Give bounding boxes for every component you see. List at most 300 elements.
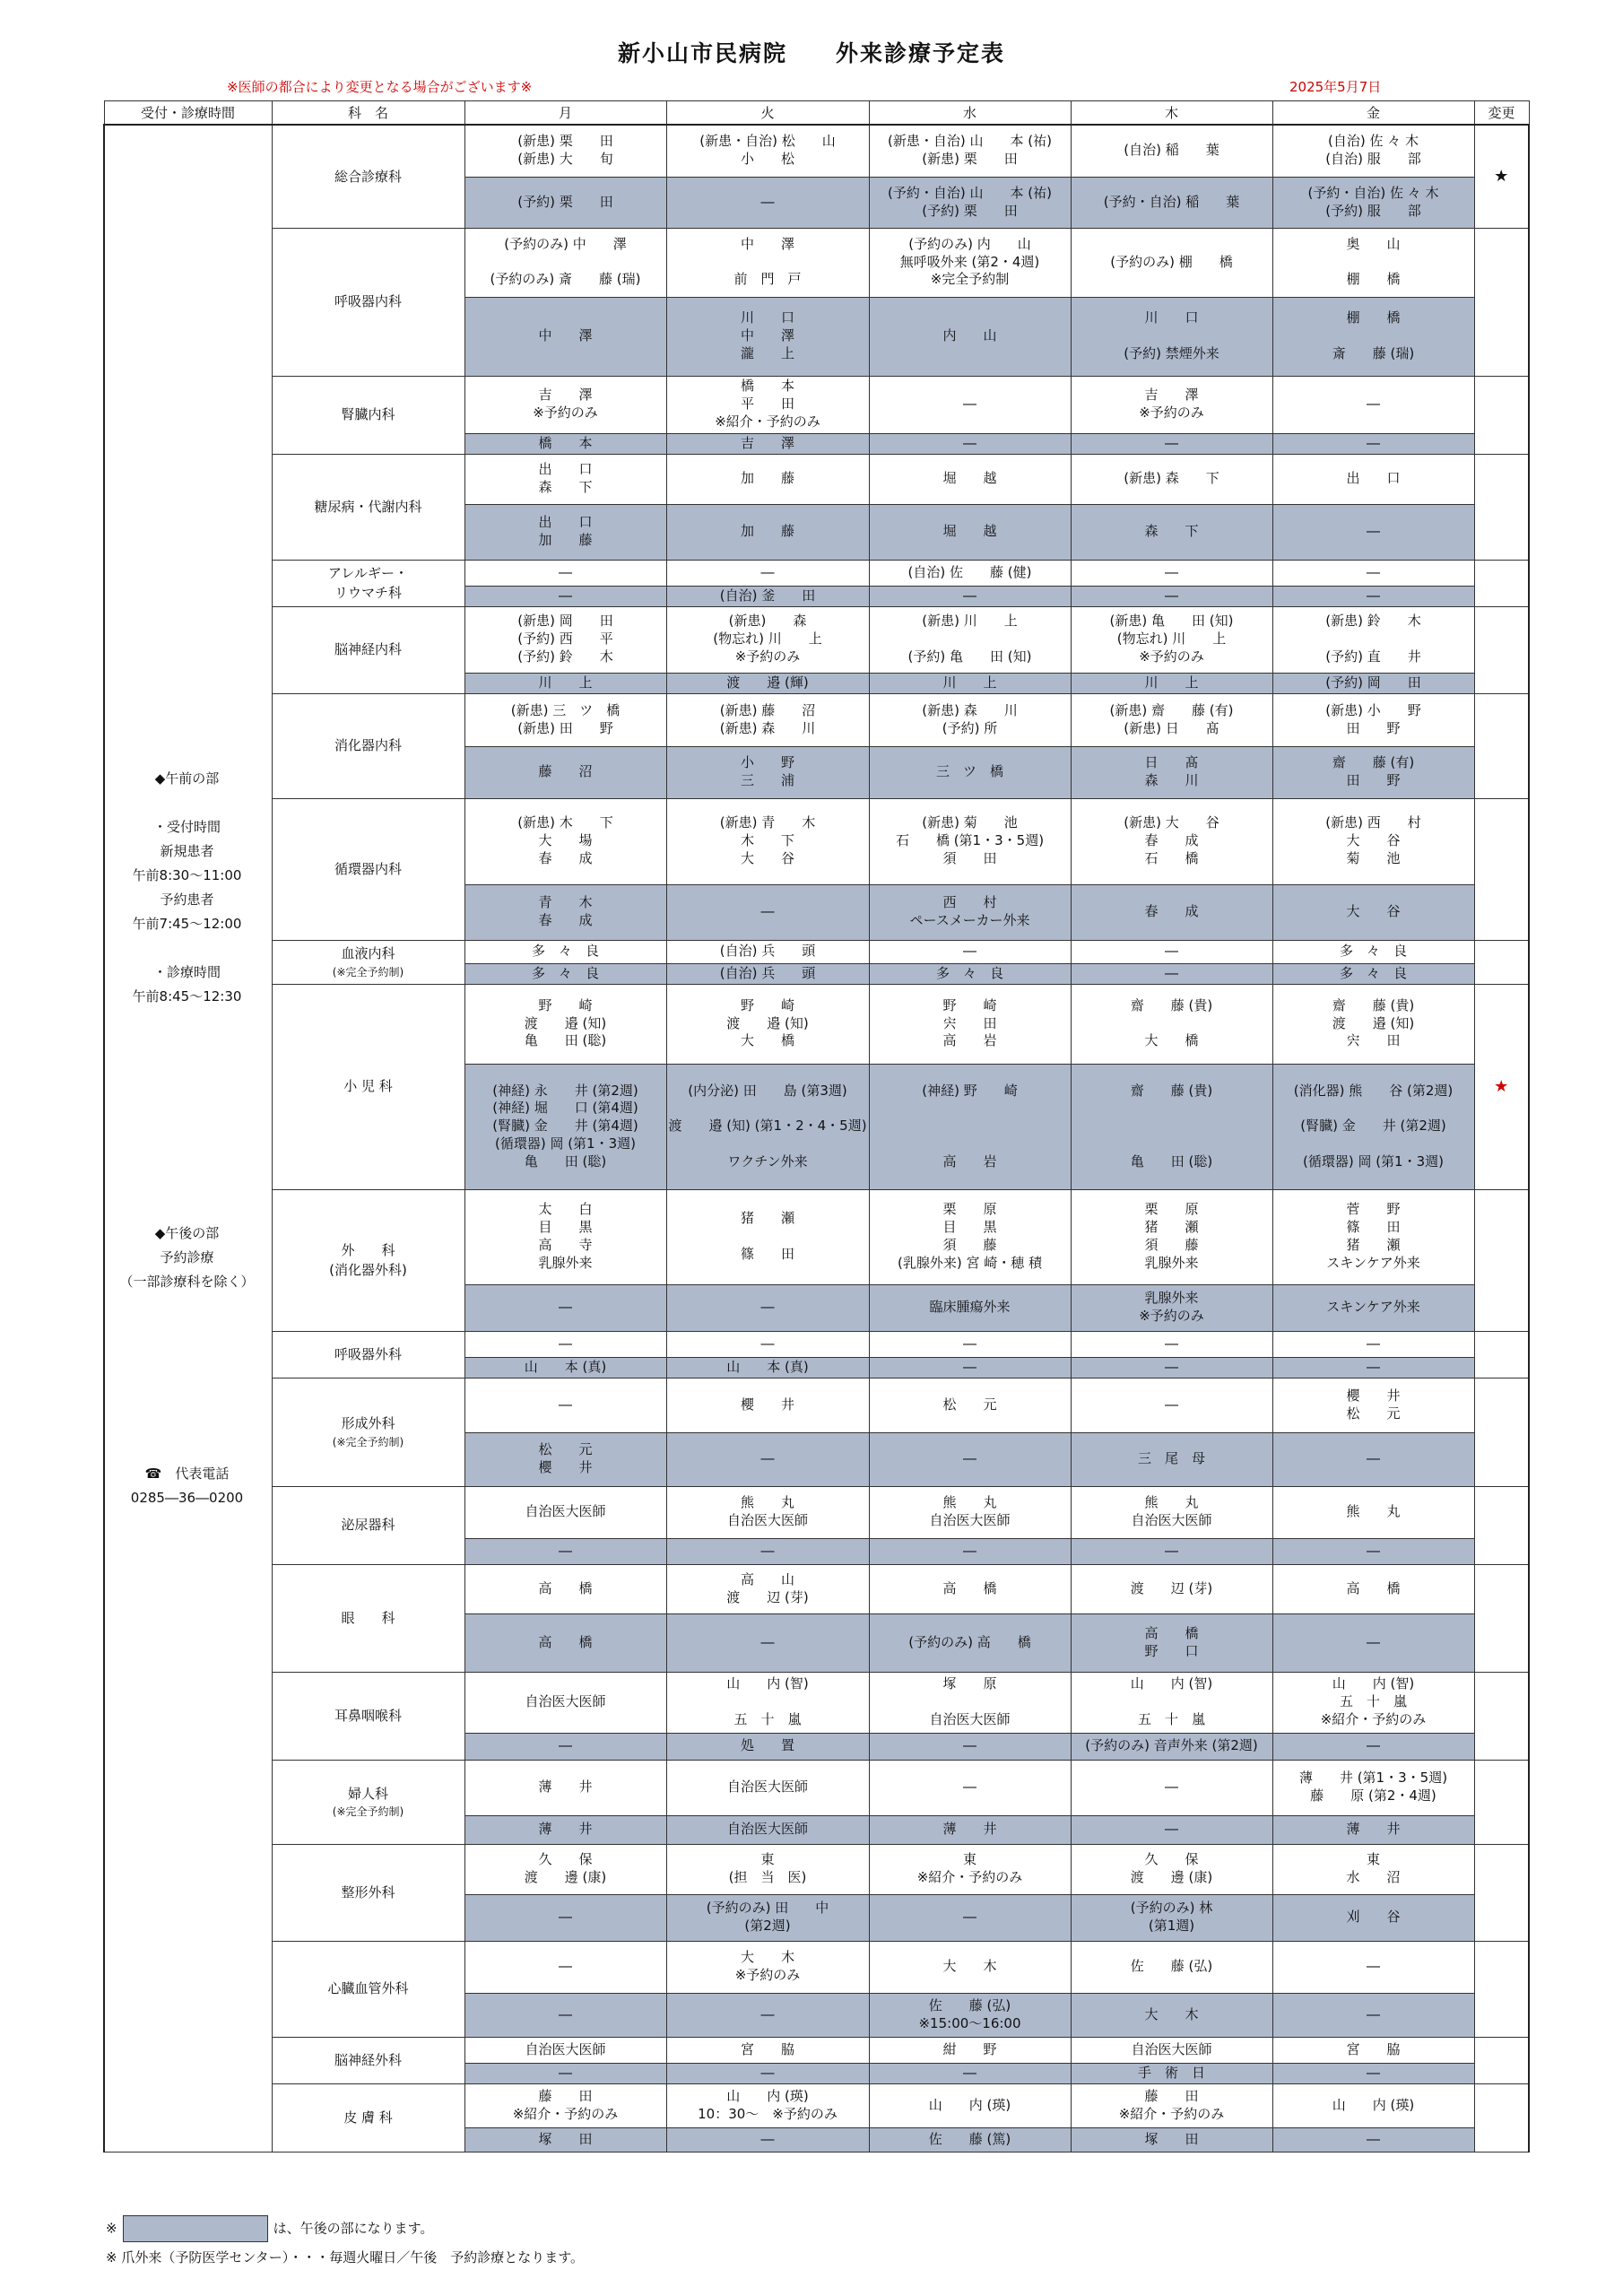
footer-legend: [106, 2215, 433, 2242]
schedule-line: 三 ツ 橋: [935, 763, 1003, 780]
schedule-line: 堀 越: [942, 470, 997, 487]
schedule-line: (新患・自治) 山 本 (祐): [888, 133, 1052, 150]
schedule-cell-thu-am: [1071, 984, 1272, 1064]
schedule-line: [667, 1100, 869, 1118]
schedule-line: 猪 瀬: [1144, 1219, 1199, 1236]
schedule-line: 高 岩: [942, 1032, 997, 1049]
department-name: [272, 454, 464, 560]
schedule-line: 奥 山: [1346, 235, 1401, 252]
table-row: [104, 693, 1529, 746]
schedule-line: (予約) 服 部: [1325, 202, 1421, 219]
schedule-line: (新患) 森 川: [719, 719, 816, 736]
schedule-line: 石 橋 (第1・3・5週): [895, 832, 1045, 849]
schedule-line: ―: [1165, 1358, 1178, 1375]
change-mark: [1474, 1844, 1529, 1941]
schedule-cell-tue-am: [666, 228, 869, 297]
department-name: [272, 228, 464, 376]
schedule-cell-wed-pm: [869, 1432, 1071, 1486]
schedule-cell-tue-am: [666, 1844, 869, 1894]
schedule-line: 松 元: [942, 1396, 997, 1413]
schedule-line: 三 尾 母: [1137, 1450, 1205, 1467]
schedule-line: 川 上: [1144, 674, 1199, 691]
schedule-cell-tue-am: [666, 1760, 869, 1815]
afternoon-hours-line: 予約診療: [160, 1249, 214, 1265]
change-mark: [1474, 1331, 1529, 1378]
col-fri: 金: [1272, 101, 1474, 126]
schedule-cell-thu-am: [1071, 1760, 1272, 1815]
schedule-cell-wed-pm: [869, 1894, 1071, 1941]
schedule-cell-wed-am: [869, 1760, 1071, 1815]
table-row: [104, 228, 1529, 297]
schedule-line: 自治医大医師: [929, 1512, 1011, 1528]
schedule-line: (消化器) 熊 谷 (第2週): [1293, 1082, 1454, 1099]
schedule-line: 乳腺外来: [1144, 1254, 1199, 1271]
schedule-cell-fri-pm: [1272, 433, 1474, 454]
schedule-line: [1072, 1693, 1272, 1711]
schedule-line: (新患) 栗 田: [922, 151, 1018, 168]
department-name-line: 心臓血管外科: [327, 1980, 409, 1997]
department-name: [272, 2037, 464, 2083]
afternoon-swatch: [123, 2215, 268, 2242]
department-name: [272, 1486, 464, 1564]
schedule-line: [1072, 1135, 1272, 1153]
schedule-line: (循環器) 岡 (第1・3週): [1302, 1152, 1445, 1170]
schedule-cell-thu-pm: [1071, 2063, 1272, 2083]
schedule-cell-fri-pm: [1272, 1733, 1474, 1760]
schedule-line: [870, 1693, 1071, 1711]
col-hours: 受付・診療時間: [104, 101, 272, 126]
schedule-cell-wed-pm: [869, 1815, 1071, 1844]
schedule-line: 10：30～ ※予約のみ: [698, 2105, 838, 2122]
morning-hours-line: [103, 936, 271, 961]
schedule-cell-tue-am: [666, 1672, 869, 1733]
schedule-line: ※紹介・予約のみ: [1320, 1710, 1427, 1727]
department-name: [272, 1378, 464, 1486]
schedule-cell-wed-am: [869, 1331, 1071, 1357]
schedule-cell-mon-pm: [464, 884, 666, 940]
schedule-line: ―: [1367, 523, 1380, 540]
change-mark: [1474, 693, 1529, 798]
schedule-cell-wed-pm: [869, 963, 1071, 984]
schedule-cell-thu-am: [1071, 376, 1272, 433]
department-name: [272, 1189, 464, 1331]
schedule-cell-wed-am: [869, 1378, 1071, 1432]
department-name: [272, 1564, 464, 1672]
change-mark: [1474, 1378, 1529, 1486]
schedule-cell-fri-am: [1272, 1486, 1474, 1538]
schedule-cell-thu-am: [1071, 228, 1272, 297]
schedule-line: (予約・自治) 稲 葉: [1103, 193, 1240, 210]
schedule-line: [1273, 254, 1474, 272]
morning-hours-line: 予約患者: [160, 891, 214, 908]
schedule-line: (内分泌) 田 島 (第3週): [688, 1082, 847, 1099]
schedule-line: 出 口: [1346, 470, 1401, 487]
schedule-cell-thu-am: [1071, 1378, 1272, 1432]
schedule-line: 塚 田: [538, 2130, 593, 2147]
schedule-cell-wed-pm: [869, 1064, 1071, 1189]
schedule-cell-tue-am: [666, 125, 869, 177]
schedule-line: [667, 1693, 869, 1711]
schedule-line: 大 場: [538, 832, 593, 849]
schedule-line: 山 本 (真): [726, 1358, 809, 1375]
schedule-line: 小 松: [740, 151, 794, 168]
schedule-line: ―: [760, 563, 775, 580]
schedule-line: 栗 原: [942, 1201, 997, 1218]
schedule-cell-fri-pm: [1272, 1993, 1474, 2037]
schedule-line: 手 術 日: [1137, 2064, 1205, 2081]
schedule-line: ―: [1367, 396, 1380, 413]
schedule-line: 須 藤: [942, 1237, 997, 1253]
schedule-line: 五 十 嵐: [1339, 1693, 1407, 1710]
schedule-cell-mon-am: [464, 1189, 666, 1284]
schedule-line: 菅 野: [1346, 1201, 1401, 1218]
schedule-line: [1072, 1015, 1272, 1033]
schedule-cell-fri-pm: [1272, 2127, 1474, 2152]
table-row: [104, 1672, 1529, 1733]
schedule-cell-tue-pm: [666, 177, 869, 228]
schedule-cell-tue-pm: [666, 746, 869, 798]
schedule-line: 山 本 (真): [524, 1358, 607, 1375]
schedule-cell-tue-pm: [666, 1733, 869, 1760]
schedule-line: ―: [1367, 563, 1380, 580]
schedule-cell-thu-am: [1071, 693, 1272, 746]
schedule-line: (新患) 西 村: [1325, 814, 1421, 831]
schedule-line: 平 田: [740, 396, 794, 413]
schedule-line: ※予約のみ: [1139, 1308, 1204, 1324]
schedule-cell-wed-pm: [869, 1613, 1071, 1672]
schedule-line: [465, 254, 666, 272]
schedule-line: 処 置: [740, 1737, 794, 1754]
afternoon-hours: [103, 1222, 271, 1294]
department-name-line: (※完全予約制): [332, 1435, 404, 1448]
schedule-line: 野 口: [1144, 1642, 1199, 1659]
col-change: 変更: [1474, 101, 1529, 126]
schedule-line: 東: [962, 1851, 976, 1868]
schedule-cell-mon-pm: [464, 963, 666, 984]
schedule-line: ―: [1165, 1542, 1178, 1559]
table-row: [104, 454, 1529, 504]
schedule-line: 目 黒: [942, 1219, 997, 1236]
schedule-line: (新患) 栗 田: [517, 133, 613, 150]
schedule-line: 熊 丸: [942, 1494, 997, 1511]
schedule-line: (新患) 日 髙: [1124, 719, 1219, 736]
schedule-cell-mon-am: [464, 984, 666, 1064]
schedule-line: 亀 田 (聡): [524, 1152, 607, 1170]
schedule-line: スキンケア外来: [1326, 1254, 1420, 1271]
schedule-line: 松 元: [538, 1441, 593, 1458]
schedule-line: (担 当 医): [728, 1869, 807, 1885]
schedule-cell-mon-pm: [464, 1993, 666, 2037]
schedule-cell-thu-pm: [1071, 1733, 1272, 1760]
schedule-line: 乳腺外来: [1144, 1290, 1199, 1307]
schedule-line: 内 山: [942, 327, 997, 344]
schedule-line: 多 々 良: [1339, 943, 1407, 960]
schedule-cell-tue-am: [666, 1941, 869, 1993]
schedule-line: 野 崎: [538, 996, 593, 1013]
schedule-line: 菊 池: [1346, 849, 1401, 866]
schedule-cell-mon-pm: [464, 1357, 666, 1378]
schedule-line: ―: [1367, 1450, 1380, 1467]
schedule-cell-wed-pm: [869, 433, 1071, 454]
schedule-line: 中 澤: [538, 327, 593, 344]
schedule-line: ※完全予約制: [930, 271, 1010, 288]
header-row: [104, 101, 1529, 126]
schedule-line: スキンケア外来: [1326, 1299, 1420, 1316]
schedule-cell-fri-pm: [1272, 746, 1474, 798]
schedule-cell-thu-am: [1071, 1672, 1272, 1733]
schedule-cell-fri-am: [1272, 376, 1474, 433]
schedule-line: 齋 藤 (貴): [1130, 996, 1213, 1013]
schedule-cell-thu-am: [1071, 2083, 1272, 2127]
schedule-line: ―: [760, 1299, 775, 1316]
schedule-line: [667, 254, 869, 272]
department-name-line: 小 児 科: [343, 1078, 393, 1095]
schedule-cell-thu-pm: [1071, 586, 1272, 606]
schedule-cell-mon-pm: [464, 1538, 666, 1564]
department-name-line: 腎臓内科: [341, 406, 395, 423]
schedule-line: (新患) 青 木: [719, 814, 816, 831]
department-name-line: 泌尿器科: [341, 1517, 395, 1534]
change-mark: [1474, 1941, 1529, 2037]
schedule-line: 前 門 戸: [733, 271, 802, 288]
schedule-cell-fri-am: [1272, 1844, 1474, 1894]
schedule-line: 久 保: [1144, 1851, 1199, 1868]
schedule-cell-thu-pm: [1071, 2127, 1272, 2152]
schedule-cell-mon-pm: [464, 1064, 666, 1189]
schedule-cell-tue-am: [666, 940, 869, 963]
schedule-cell-wed-pm: [869, 586, 1071, 606]
schedule-line: ―: [963, 1542, 976, 1559]
department-name: [272, 1672, 464, 1760]
schedule-line: 藤 沼: [538, 763, 593, 780]
schedule-line: 棚 橋: [1346, 271, 1401, 288]
schedule-line: (新患) 森 下: [1124, 470, 1219, 487]
schedule-cell-tue-am: [666, 984, 869, 1064]
change-mark: [1474, 454, 1529, 560]
schedule-cell-fri-am: [1272, 606, 1474, 673]
department-name-line: 整形外科: [341, 1883, 395, 1900]
schedule-line: ―: [1367, 2130, 1380, 2147]
schedule-line: ―: [1367, 2005, 1380, 2022]
schedule-cell-thu-pm: [1071, 1357, 1272, 1378]
schedule-line: (新患) 亀 田 (知): [1109, 613, 1234, 630]
schedule-cell-tue-pm: [666, 963, 869, 984]
schedule-line: 渡 邉 (知): [726, 1014, 809, 1031]
table-row: [104, 940, 1529, 963]
schedule-cell-fri-pm: [1272, 177, 1474, 228]
schedule-line: 薄 井 (第1・3・5週): [1298, 1770, 1448, 1787]
schedule-line: (自治) 釜 田: [719, 587, 816, 604]
schedule-cell-wed-am: [869, 228, 1071, 297]
hours-column: [104, 125, 272, 2152]
change-mark: [1474, 1486, 1529, 1564]
schedule-cell-thu-pm: [1071, 1432, 1272, 1486]
schedule-cell-wed-pm: [869, 884, 1071, 940]
schedule-cell-fri-am: [1272, 1564, 1474, 1613]
schedule-cell-tue-am: [666, 798, 869, 884]
schedule-cell-wed-pm: [869, 504, 1071, 560]
department-name-line: 脳神経内科: [334, 641, 402, 658]
schedule-line: 篠 田: [1346, 1219, 1401, 1236]
department-name: [272, 606, 464, 693]
schedule-line: 東: [1366, 1851, 1380, 1868]
schedule-cell-mon-pm: [464, 673, 666, 693]
schedule-line: 東: [760, 1851, 775, 1868]
schedule-cell-fri-pm: [1272, 1064, 1474, 1189]
schedule-line: 春 成: [538, 912, 593, 928]
schedule-line: ※15:00～16:00: [918, 2014, 1021, 2031]
department-name: [272, 125, 464, 228]
schedule-line: 栗 原: [1144, 1201, 1199, 1218]
change-mark: [1474, 560, 1529, 606]
schedule-line: ―: [1367, 2064, 1380, 2081]
schedule-cell-mon-pm: [464, 1284, 666, 1331]
schedule-line: ―: [559, 1909, 572, 1926]
schedule-line: (新患) 川 上: [922, 613, 1018, 630]
schedule-cell-mon-am: [464, 606, 666, 673]
schedule-line: ―: [1367, 1542, 1380, 1559]
schedule-cell-wed-pm: [869, 1733, 1071, 1760]
schedule-line: (予約のみ) 高 橋: [908, 1633, 1031, 1650]
schedule-line: ―: [1367, 1633, 1380, 1650]
schedule-line: 高 橋: [1346, 1579, 1401, 1596]
change-star-icon: ★: [1494, 167, 1509, 187]
schedule-line: ―: [963, 2064, 976, 2081]
schedule-line: 櫻 井: [1346, 1387, 1401, 1404]
schedule-cell-wed-am: [869, 693, 1071, 746]
schedule-cell-tue-pm: [666, 1538, 869, 1564]
schedule-line: (予約のみ) 斎 藤 (瑞): [490, 271, 641, 288]
schedule-cell-thu-pm: [1071, 1284, 1272, 1331]
schedule-cell-thu-am: [1071, 1564, 1272, 1613]
col-wed: 水: [869, 101, 1071, 126]
schedule-line: ―: [963, 587, 976, 604]
schedule-table: [103, 100, 1530, 2152]
schedule-cell-fri-am: [1272, 125, 1474, 177]
schedule-line: 大 木: [1144, 2005, 1199, 2022]
schedule-line: ―: [760, 2130, 775, 2147]
change-mark: [1474, 1564, 1529, 1672]
schedule-line: ―: [760, 2064, 775, 2081]
schedule-cell-wed-pm: [869, 1538, 1071, 1564]
schedule-line: 渡 邉 (知): [1332, 1014, 1415, 1031]
schedule-cell-thu-pm: [1071, 1815, 1272, 1844]
schedule-line: ―: [760, 1542, 775, 1559]
schedule-line: 春 成: [1144, 903, 1199, 920]
schedule-line: ※予約のみ: [734, 1967, 801, 1983]
schedule-line: (予約) 岡 田: [1325, 674, 1421, 691]
morning-hours-line: [103, 791, 271, 815]
schedule-cell-thu-pm: [1071, 1613, 1272, 1672]
schedule-line: 田 野: [1346, 719, 1401, 736]
schedule-line: 川 口: [1144, 309, 1199, 326]
department-name-line: 眼 科: [341, 1609, 395, 1626]
department-name: [272, 984, 464, 1189]
schedule-cell-mon-pm: [464, 433, 666, 454]
schedule-line: (予約) 鈴 木: [517, 648, 613, 665]
col-tue: 火: [666, 101, 869, 126]
morning-hours-line: 午前8:45～12:30: [132, 988, 242, 1004]
schedule-line: 渡 邊 (康): [524, 1869, 607, 1885]
schedule-line: (予約) 亀 田 (知): [907, 648, 1032, 665]
table-row: [104, 1941, 1529, 1993]
footer-nail-clinic: ※ 爪外来（予防医学センター）・・・毎週火曜日／午後 予約診療となります。: [106, 2249, 585, 2266]
schedule-line: 山 内 (智): [726, 1675, 809, 1692]
schedule-line: ―: [559, 1737, 572, 1754]
schedule-line: 大 橋: [740, 1032, 794, 1049]
schedule-line: ―: [963, 1358, 976, 1375]
schedule-line: ―: [1165, 563, 1178, 580]
schedule-line: 橋 本: [538, 434, 593, 451]
schedule-line: (自治) 佐 々 木: [1327, 133, 1419, 150]
table-row: [104, 798, 1529, 884]
schedule-line: 自治医大医師: [726, 1821, 808, 1838]
schedule-line: ワクチン外来: [727, 1152, 808, 1170]
schedule-cell-fri-pm: [1272, 1357, 1474, 1378]
table-row: [104, 376, 1529, 433]
schedule-line: 自治医大医師: [726, 1779, 808, 1796]
schedule-line: 森 下: [1144, 523, 1199, 540]
schedule-cell-fri-am: [1272, 693, 1474, 746]
change-mark: [1474, 1189, 1529, 1331]
schedule-cell-tue-pm: [666, 884, 869, 940]
schedule-cell-tue-am: [666, 693, 869, 746]
schedule-cell-mon-am: [464, 1486, 666, 1538]
change-mark: [1474, 2037, 1529, 2083]
change-mark: [1474, 228, 1529, 376]
schedule-cell-tue-pm: [666, 2127, 869, 2152]
schedule-line: 水 沼: [1346, 1869, 1401, 1885]
schedule-cell-thu-pm: [1071, 884, 1272, 940]
table-row: [104, 1189, 1529, 1284]
change-mark: [1474, 798, 1529, 940]
schedule-cell-thu-am: [1071, 1189, 1272, 1284]
schedule-line: 佐 藤 (弘): [1130, 1958, 1213, 1975]
schedule-line: (予約のみ) 音声外来 (第2週): [1085, 1737, 1258, 1754]
schedule-line: [667, 1228, 869, 1246]
schedule-cell-mon-pm: [464, 1432, 666, 1486]
schedule-line: (乳腺外来) 宮 崎・穂 積: [897, 1254, 1042, 1271]
schedule-line: [870, 631, 1071, 648]
schedule-line: [870, 1118, 1071, 1135]
schedule-line: 大 谷: [1346, 903, 1401, 920]
department-name-line: 循環器内科: [334, 860, 402, 877]
schedule-cell-mon-pm: [464, 746, 666, 798]
schedule-cell-mon-am: [464, 1844, 666, 1894]
schedule-line: 齋 藤 (貴): [1332, 996, 1415, 1013]
schedule-line: ―: [559, 2005, 572, 2022]
schedule-cell-tue-am: [666, 1564, 869, 1613]
schedule-line: 高 寺: [538, 1237, 593, 1253]
schedule-line: (神経) 堀 口 (第4週): [492, 1100, 638, 1117]
schedule-line: (新患) 大 旬: [517, 151, 613, 168]
change-mark: [1474, 1760, 1529, 1844]
schedule-line: 森 川: [1144, 772, 1199, 788]
schedule-line: 多 々 良: [935, 964, 1003, 981]
schedule-cell-mon-pm: [464, 586, 666, 606]
department-name-line: 脳神経外科: [334, 2051, 402, 2068]
department-name-line: 糖尿病・代謝内科: [314, 498, 422, 515]
table-row: [104, 1331, 1529, 1357]
department-name-line: 耳鼻咽喉科: [334, 1707, 402, 1724]
schedule-line: 高 橋: [538, 1633, 593, 1650]
schedule-cell-fri-pm: [1272, 1284, 1474, 1331]
schedule-line: (予約) 直 井: [1325, 648, 1421, 665]
schedule-line: 佐 藤 (篤): [928, 2130, 1011, 2147]
schedule-cell-mon-am: [464, 376, 666, 433]
schedule-cell-fri-am: [1272, 2083, 1474, 2127]
department-name-line: 外 科: [341, 1241, 395, 1258]
